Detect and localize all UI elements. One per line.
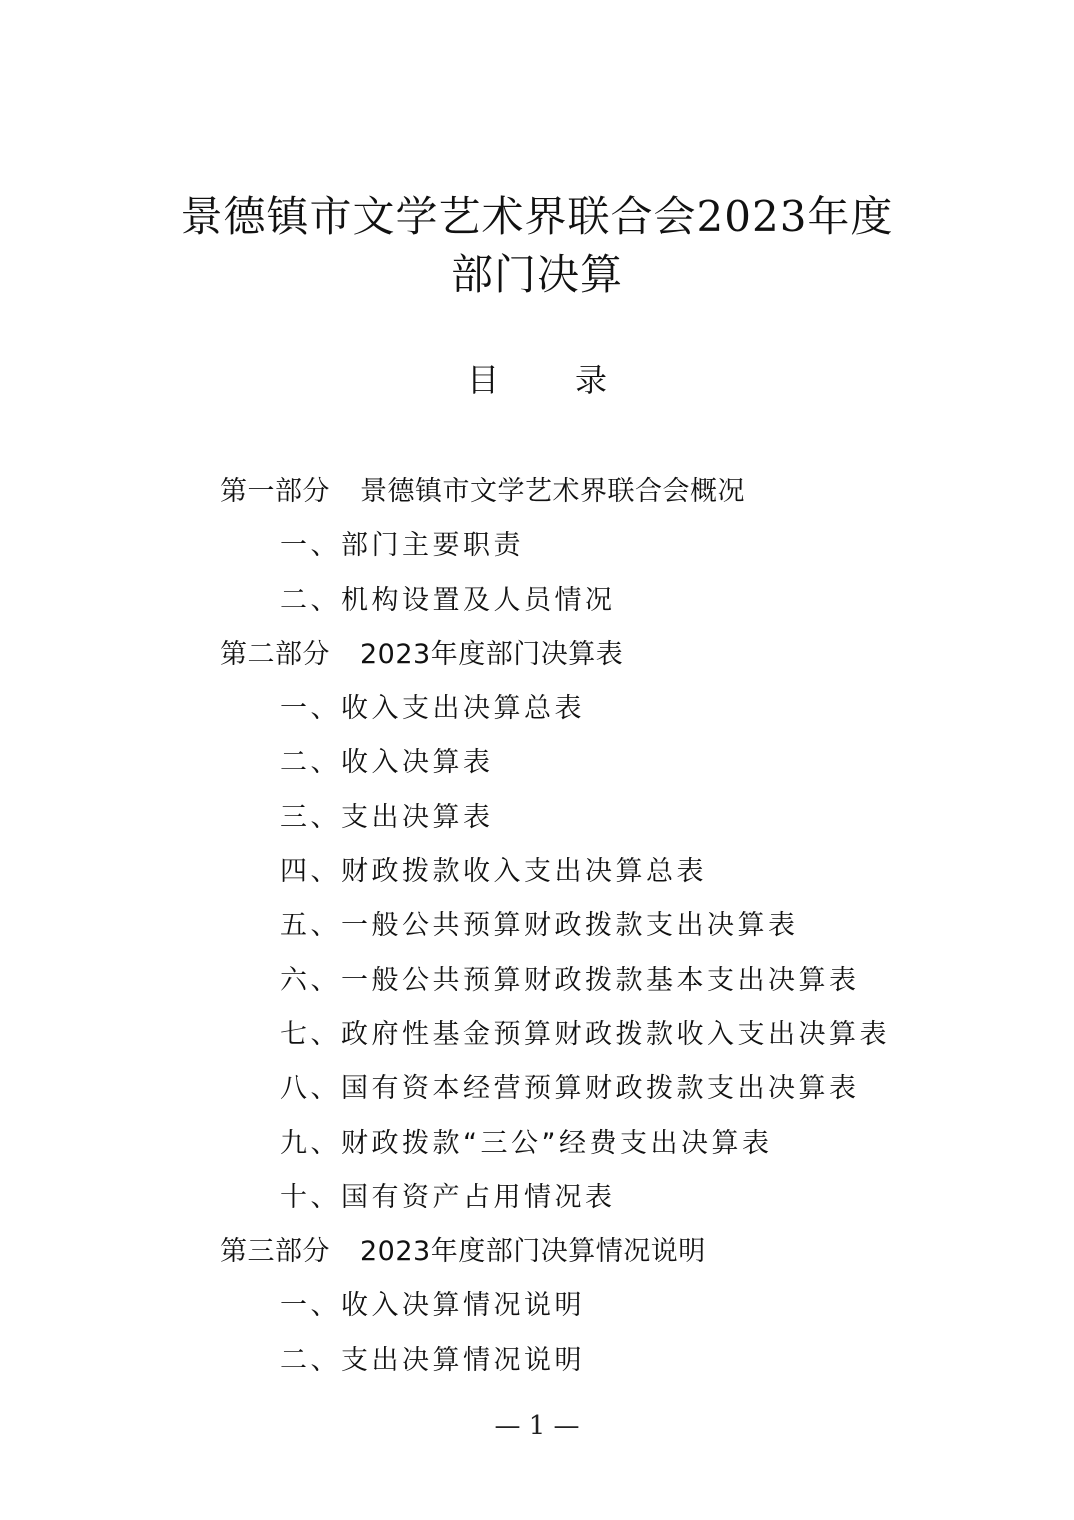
table-of-contents	[0, 465, 1074, 1388]
toc-item: 二、收入决算表	[280, 747, 494, 779]
toc-part-3	[0, 1225, 1074, 1279]
title-line-1: 景德镇市文学艺术界联合会2023年度	[180, 192, 894, 241]
part-title: 2023年度部门决算表	[360, 638, 624, 670]
part-number: 第二部分	[220, 638, 330, 670]
toc-item: 四、财政拨款收入支出决算总表	[280, 856, 707, 888]
toc-heading-char-1: 目	[466, 361, 499, 399]
toc-item: 一、收入支出决算总表	[280, 693, 585, 725]
toc-part-2	[0, 628, 1074, 682]
toc-item: 五、一般公共预算财政拨款支出决算表	[280, 910, 799, 942]
toc-item: 一、部门主要职责	[280, 530, 524, 562]
toc-part-1	[0, 465, 1074, 519]
toc-heading	[0, 358, 1074, 402]
toc-item: 二、机构设置及人员情况	[280, 584, 616, 616]
toc-item: 三、支出决算表	[280, 801, 494, 833]
page-number: — 1 —	[494, 1411, 580, 1441]
part-number: 第一部分	[220, 476, 330, 507]
part-title: 2023年度部门决算情况说明	[360, 1236, 706, 1268]
title-line-2: 部门决算	[450, 250, 623, 299]
toc-item: 八、国有资本经营预算财政拨款支出决算表	[280, 1073, 860, 1105]
toc-item: 九、财政拨款“三公”经费支出决算表	[280, 1127, 773, 1159]
toc-item: 二、支出决算情况说明	[280, 1344, 585, 1376]
toc-heading-char-2: 录	[575, 361, 608, 399]
document-title	[0, 188, 1074, 304]
part-title: 景德镇市文学艺术界联合会概况	[360, 476, 745, 507]
toc-item: 六、一般公共预算财政拨款基本支出决算表	[280, 964, 860, 996]
part-number: 第三部分	[220, 1236, 330, 1268]
toc-item: 一、收入决算情况说明	[280, 1290, 585, 1322]
toc-item: 七、政府性基金预算财政拨款收入支出决算表	[280, 1018, 890, 1050]
toc-item: 十、国有资产占用情况表	[280, 1181, 616, 1213]
